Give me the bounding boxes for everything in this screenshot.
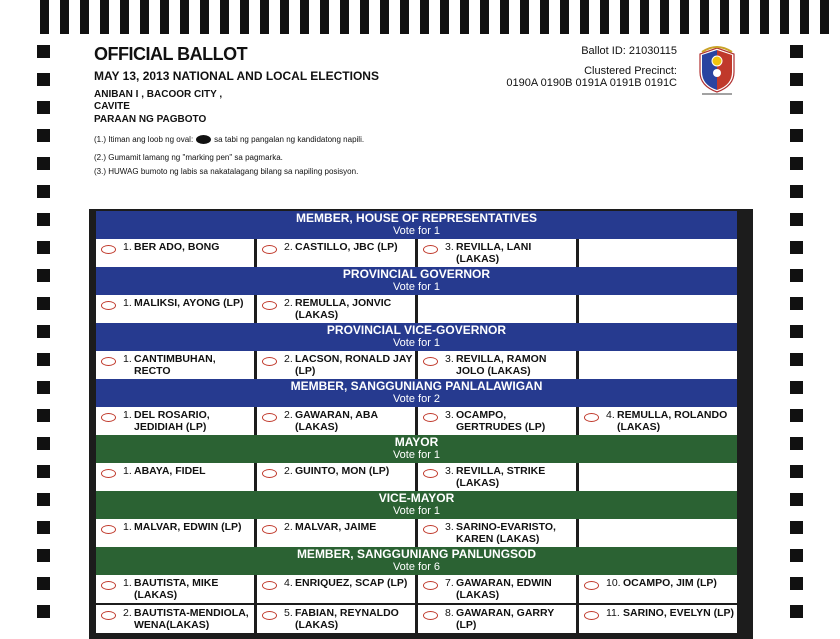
timing-bar: [360, 0, 369, 34]
candidate-name: REVILLA, RAMON JOLO (LAKAS): [456, 353, 547, 377]
filled-oval-icon: [196, 135, 211, 144]
timing-bar: [340, 0, 349, 34]
timing-bar: [160, 0, 169, 34]
instruction-1: [94, 135, 364, 144]
candidate-cell[interactable]: [96, 295, 254, 323]
vote-oval[interactable]: [423, 581, 438, 590]
candidate-number: 2.: [284, 353, 293, 365]
timing-bar: [760, 0, 769, 34]
race-vote-for: Vote for 1: [392, 505, 441, 517]
timing-bar: [520, 0, 529, 34]
candidate-row: [96, 407, 737, 435]
candidate-cell[interactable]: [257, 407, 415, 435]
timing-bar: [120, 0, 129, 34]
timing-mark: [790, 325, 803, 338]
timing-mark: [37, 101, 50, 114]
candidate-cell[interactable]: [418, 575, 576, 603]
timing-mark: [790, 185, 803, 198]
candidate-cell[interactable]: [96, 575, 254, 603]
vote-oval[interactable]: [262, 301, 277, 310]
candidate-cell[interactable]: [418, 519, 576, 547]
race-title: PROVINCIAL GOVERNOR: [342, 267, 491, 281]
timing-bar: [400, 0, 409, 34]
candidate-number: 4.: [284, 577, 293, 589]
timing-mark: [790, 493, 803, 506]
empty-cell: [579, 519, 737, 547]
timing-mark: [790, 549, 803, 562]
timing-mark: [37, 325, 50, 338]
timing-bar: [820, 0, 829, 34]
location-line-2: CAVITE: [94, 101, 130, 112]
vote-oval[interactable]: [423, 357, 438, 366]
timing-mark: [37, 353, 50, 366]
vote-oval[interactable]: [423, 611, 438, 620]
timing-mark: [37, 129, 50, 142]
vote-oval[interactable]: [262, 525, 277, 534]
ballot-title: OFFICIAL BALLOT: [94, 44, 248, 64]
vote-oval[interactable]: [262, 245, 277, 254]
timing-mark: [37, 241, 50, 254]
candidate-row: [96, 239, 737, 267]
race-vote-for: Vote for 2: [392, 393, 441, 405]
timing-bar: [320, 0, 329, 34]
vote-oval[interactable]: [423, 245, 438, 254]
timing-mark: [37, 297, 50, 310]
candidate-number: 2.: [284, 241, 293, 253]
timing-bar: [800, 0, 809, 34]
candidate-name: CASTILLO, JBC (LP): [295, 241, 398, 253]
timing-bar: [700, 0, 709, 34]
timing-bar: [240, 0, 249, 34]
empty-cell: [579, 239, 737, 267]
candidate-name: LACSON, RONALD JAY (LP): [295, 353, 413, 377]
candidate-name: ABAYA, FIDEL: [134, 465, 206, 477]
timing-mark: [37, 213, 50, 226]
candidate-name: MALVAR, JAIME: [295, 521, 377, 533]
instruction-1-post: sa tabi ng pangalan ng kandidatong napili.: [214, 135, 365, 144]
race-vote-for: Vote for 1: [392, 449, 441, 461]
timing-mark: [37, 577, 50, 590]
vote-oval[interactable]: [101, 301, 116, 310]
candidate-number: 3.: [445, 465, 454, 477]
timing-mark: [37, 549, 50, 562]
candidate-name: BAUTISTA, MIKE (LAKAS): [134, 577, 219, 601]
timing-bar: [180, 0, 189, 34]
ballot-grid: [89, 209, 753, 639]
candidate-number: 4.: [606, 409, 615, 421]
timing-mark: [790, 465, 803, 478]
timing-mark: [790, 381, 803, 394]
precinct-value: 0190A 0190B 0191A 0191B 0191C: [506, 77, 677, 89]
candidate-number: 1.: [123, 521, 132, 533]
timing-bar: [660, 0, 669, 34]
timing-mark: [37, 45, 50, 58]
timing-mark: [37, 73, 50, 86]
timing-mark: [790, 269, 803, 282]
timing-mark: [790, 521, 803, 534]
candidate-cell[interactable]: [257, 605, 415, 633]
candidate-number: 7.: [445, 577, 454, 589]
candidate-name: ENRIQUEZ, SCAP (LP): [295, 577, 408, 589]
race-header: [96, 323, 737, 351]
candidate-name: DEL ROSARIO, JEDIDIAH (LP): [134, 409, 210, 433]
vote-oval[interactable]: [262, 413, 277, 422]
vote-oval[interactable]: [423, 469, 438, 478]
candidate-number: 1.: [123, 409, 132, 421]
candidate-cell[interactable]: [96, 519, 254, 547]
timing-mark: [37, 185, 50, 198]
candidate-number: 1.: [123, 353, 132, 365]
race-title: MEMBER, SANGGUNIANG PANLUNGSOD: [296, 547, 537, 561]
timing-bar: [460, 0, 469, 34]
candidate-name: MALVAR, EDWIN (LP): [134, 521, 242, 533]
candidate-number: 2.: [284, 521, 293, 533]
candidate-number: 10.: [606, 577, 621, 589]
election-name: MAY 13, 2013 NATIONAL AND LOCAL ELECTIONS: [94, 69, 379, 83]
vote-oval[interactable]: [262, 611, 277, 620]
vote-oval[interactable]: [584, 611, 599, 620]
candidate-number: 1.: [123, 577, 132, 589]
candidate-cell[interactable]: [96, 351, 254, 379]
timing-bar: [640, 0, 649, 34]
timing-bar: [560, 0, 569, 34]
race-header: [96, 547, 737, 575]
timing-mark: [37, 521, 50, 534]
timing-mark: [37, 269, 50, 282]
candidate-cell[interactable]: [418, 351, 576, 379]
candidate-name: GUINTO, MON (LP): [295, 465, 390, 477]
candidate-name: MALIKSI, AYONG (LP): [134, 297, 244, 309]
candidate-number: 2.: [123, 607, 132, 619]
candidate-cell[interactable]: [579, 605, 737, 633]
timing-bar: [260, 0, 269, 34]
timing-bar: [580, 0, 589, 34]
race-header: [96, 491, 737, 519]
timing-bar: [600, 0, 609, 34]
candidate-row: [96, 295, 737, 323]
vote-oval[interactable]: [101, 581, 116, 590]
vote-oval[interactable]: [101, 611, 116, 620]
timing-mark: [790, 297, 803, 310]
race-title: PROVINCIAL VICE-GOVERNOR: [326, 323, 507, 337]
timing-mark: [790, 73, 803, 86]
candidate-cell[interactable]: [257, 239, 415, 267]
timing-mark: [790, 577, 803, 590]
candidate-row: [96, 519, 737, 547]
timing-bar: [80, 0, 89, 34]
timing-mark: [790, 157, 803, 170]
candidate-cell[interactable]: [96, 239, 254, 267]
race-title: MAYOR: [394, 435, 439, 449]
candidate-number: 2.: [284, 409, 293, 421]
timing-bar: [620, 0, 629, 34]
timing-mark: [37, 605, 50, 618]
timing-mark: [790, 45, 803, 58]
candidate-name: REVILLA, LANI (LAKAS): [456, 241, 532, 265]
timing-bar: [780, 0, 789, 34]
timing-mark: [790, 409, 803, 422]
candidate-row: [96, 351, 737, 379]
candidate-row: [96, 605, 737, 633]
race-vote-for: Vote for 1: [392, 225, 441, 237]
timing-bar: [280, 0, 289, 34]
timing-bar: [440, 0, 449, 34]
candidate-name: OCAMPO, JIM (LP): [623, 577, 717, 589]
race-title: VICE-MAYOR: [378, 491, 455, 505]
empty-cell: [418, 295, 576, 323]
candidate-cell[interactable]: [418, 239, 576, 267]
candidate-name: SARINO, EVELYN (LP): [623, 607, 735, 619]
timing-mark: [37, 409, 50, 422]
candidate-number: 3.: [445, 353, 454, 365]
candidate-number: 3.: [445, 241, 454, 253]
precinct-label: Clustered Precinct:: [584, 65, 677, 77]
timing-mark: [790, 241, 803, 254]
candidate-name: GAWARAN, ABA (LAKAS): [295, 409, 378, 433]
candidate-cell[interactable]: [257, 463, 415, 491]
candidate-cell[interactable]: [257, 519, 415, 547]
candidate-name: BAUTISTA-MENDIOLA, WENA(LAKAS): [134, 607, 249, 631]
ballot-timing-strip-top: [0, 0, 840, 34]
candidate-row: [96, 463, 737, 491]
philippine-seal-icon: [694, 42, 740, 98]
timing-bar: [40, 0, 49, 34]
timing-bar: [500, 0, 509, 34]
candidate-name: CANTIMBUHAN, RECTO: [134, 353, 216, 377]
candidate-cell[interactable]: [579, 407, 737, 435]
voting-method-heading: PARAAN NG PAGBOTO: [94, 114, 207, 125]
timing-bar: [540, 0, 549, 34]
timing-mark: [790, 213, 803, 226]
candidate-number: 11.: [606, 607, 620, 619]
vote-oval[interactable]: [101, 357, 116, 366]
timing-bar: [380, 0, 389, 34]
race-vote-for: Vote for 6: [392, 561, 441, 573]
race-title: MEMBER, HOUSE OF REPRESENTATIVES: [296, 211, 537, 225]
candidate-name: OCAMPO, GERTRUDES (LP): [456, 409, 546, 433]
race-vote-for: Vote for 1: [392, 281, 441, 293]
vote-oval[interactable]: [584, 581, 599, 590]
empty-cell: [579, 295, 737, 323]
instruction-1-pre: (1.) Itiman ang loob ng oval:: [94, 135, 194, 144]
candidate-cell[interactable]: [257, 351, 415, 379]
timing-bar: [420, 0, 429, 34]
race-header: [96, 267, 737, 295]
timing-mark: [790, 129, 803, 142]
candidate-name: FABIAN, REYNALDO (LAKAS): [295, 607, 399, 631]
candidate-cell[interactable]: [579, 575, 737, 603]
race-header: [96, 379, 737, 407]
empty-cell: [579, 463, 737, 491]
candidate-cell[interactable]: [96, 605, 254, 633]
location-line-1: ANIBAN I , BACOOR CITY ,: [94, 89, 223, 100]
candidate-name: REMULLA, JONVIC (LAKAS): [295, 297, 392, 321]
timing-mark: [37, 381, 50, 394]
instruction-2: (2.) Gumamit lamang ng "marking pen" sa pagmarka.: [94, 153, 283, 162]
timing-bar: [300, 0, 309, 34]
vote-oval[interactable]: [584, 413, 599, 422]
candidate-number: 1.: [123, 465, 132, 477]
timing-bar: [220, 0, 229, 34]
vote-oval[interactable]: [101, 525, 116, 534]
candidate-name: GAWARAN, GARRY (LP): [456, 607, 555, 631]
timing-bar: [740, 0, 749, 34]
timing-mark: [37, 437, 50, 450]
timing-mark: [790, 437, 803, 450]
candidate-number: 2.: [284, 465, 293, 477]
vote-oval[interactable]: [262, 469, 277, 478]
candidate-number: 2.: [284, 297, 293, 309]
timing-bar: [200, 0, 209, 34]
race-header: [96, 435, 737, 463]
candidate-name: REVILLA, STRIKE (LAKAS): [456, 465, 546, 489]
empty-cell: [579, 351, 737, 379]
timing-bar: [60, 0, 69, 34]
vote-oval[interactable]: [101, 245, 116, 254]
candidate-name: REMULLA, ROLANDO (LAKAS): [617, 409, 728, 433]
candidate-number: 5.: [284, 607, 293, 619]
candidate-cell[interactable]: [96, 463, 254, 491]
timing-mark: [790, 605, 803, 618]
candidate-cell[interactable]: [257, 575, 415, 603]
candidate-row: [96, 575, 737, 603]
candidate-cell[interactable]: [257, 295, 415, 323]
timing-mark: [37, 157, 50, 170]
timing-bar: [680, 0, 689, 34]
candidate-cell[interactable]: [418, 605, 576, 633]
timing-bar: [480, 0, 489, 34]
race-vote-for: Vote for 1: [392, 337, 441, 349]
candidate-number: 1.: [123, 241, 132, 253]
vote-oval[interactable]: [101, 469, 116, 478]
timing-mark: [37, 493, 50, 506]
vote-oval[interactable]: [423, 525, 438, 534]
race-header: [96, 211, 737, 239]
vote-oval[interactable]: [101, 413, 116, 422]
ballot-id: Ballot ID: 21030115: [581, 45, 677, 57]
timing-bar: [720, 0, 729, 34]
instruction-3: (3.) HUWAG bumoto ng labis sa nakatalagang bilang sa napiling posisyon.: [94, 167, 359, 176]
vote-oval[interactable]: [423, 413, 438, 422]
timing-mark: [790, 101, 803, 114]
candidate-name: BER ADO, BONG: [134, 241, 220, 253]
timing-bar: [100, 0, 109, 34]
candidate-cell[interactable]: [96, 407, 254, 435]
candidate-cell[interactable]: [418, 407, 576, 435]
candidate-name: GAWARAN, EDWIN (LAKAS): [456, 577, 552, 601]
race-title: MEMBER, SANGGUNIANG PANLALAWIGAN: [290, 379, 543, 393]
candidate-number: 3.: [445, 409, 454, 421]
timing-mark: [790, 353, 803, 366]
timing-bar: [140, 0, 149, 34]
candidate-cell[interactable]: [418, 463, 576, 491]
candidate-number: 8.: [445, 607, 454, 619]
candidate-name: SARINO-EVARISTO, KAREN (LAKAS): [456, 521, 556, 545]
vote-oval[interactable]: [262, 581, 277, 590]
candidate-number: 1.: [123, 297, 132, 309]
vote-oval[interactable]: [262, 357, 277, 366]
candidate-number: 3.: [445, 521, 454, 533]
timing-mark: [37, 465, 50, 478]
